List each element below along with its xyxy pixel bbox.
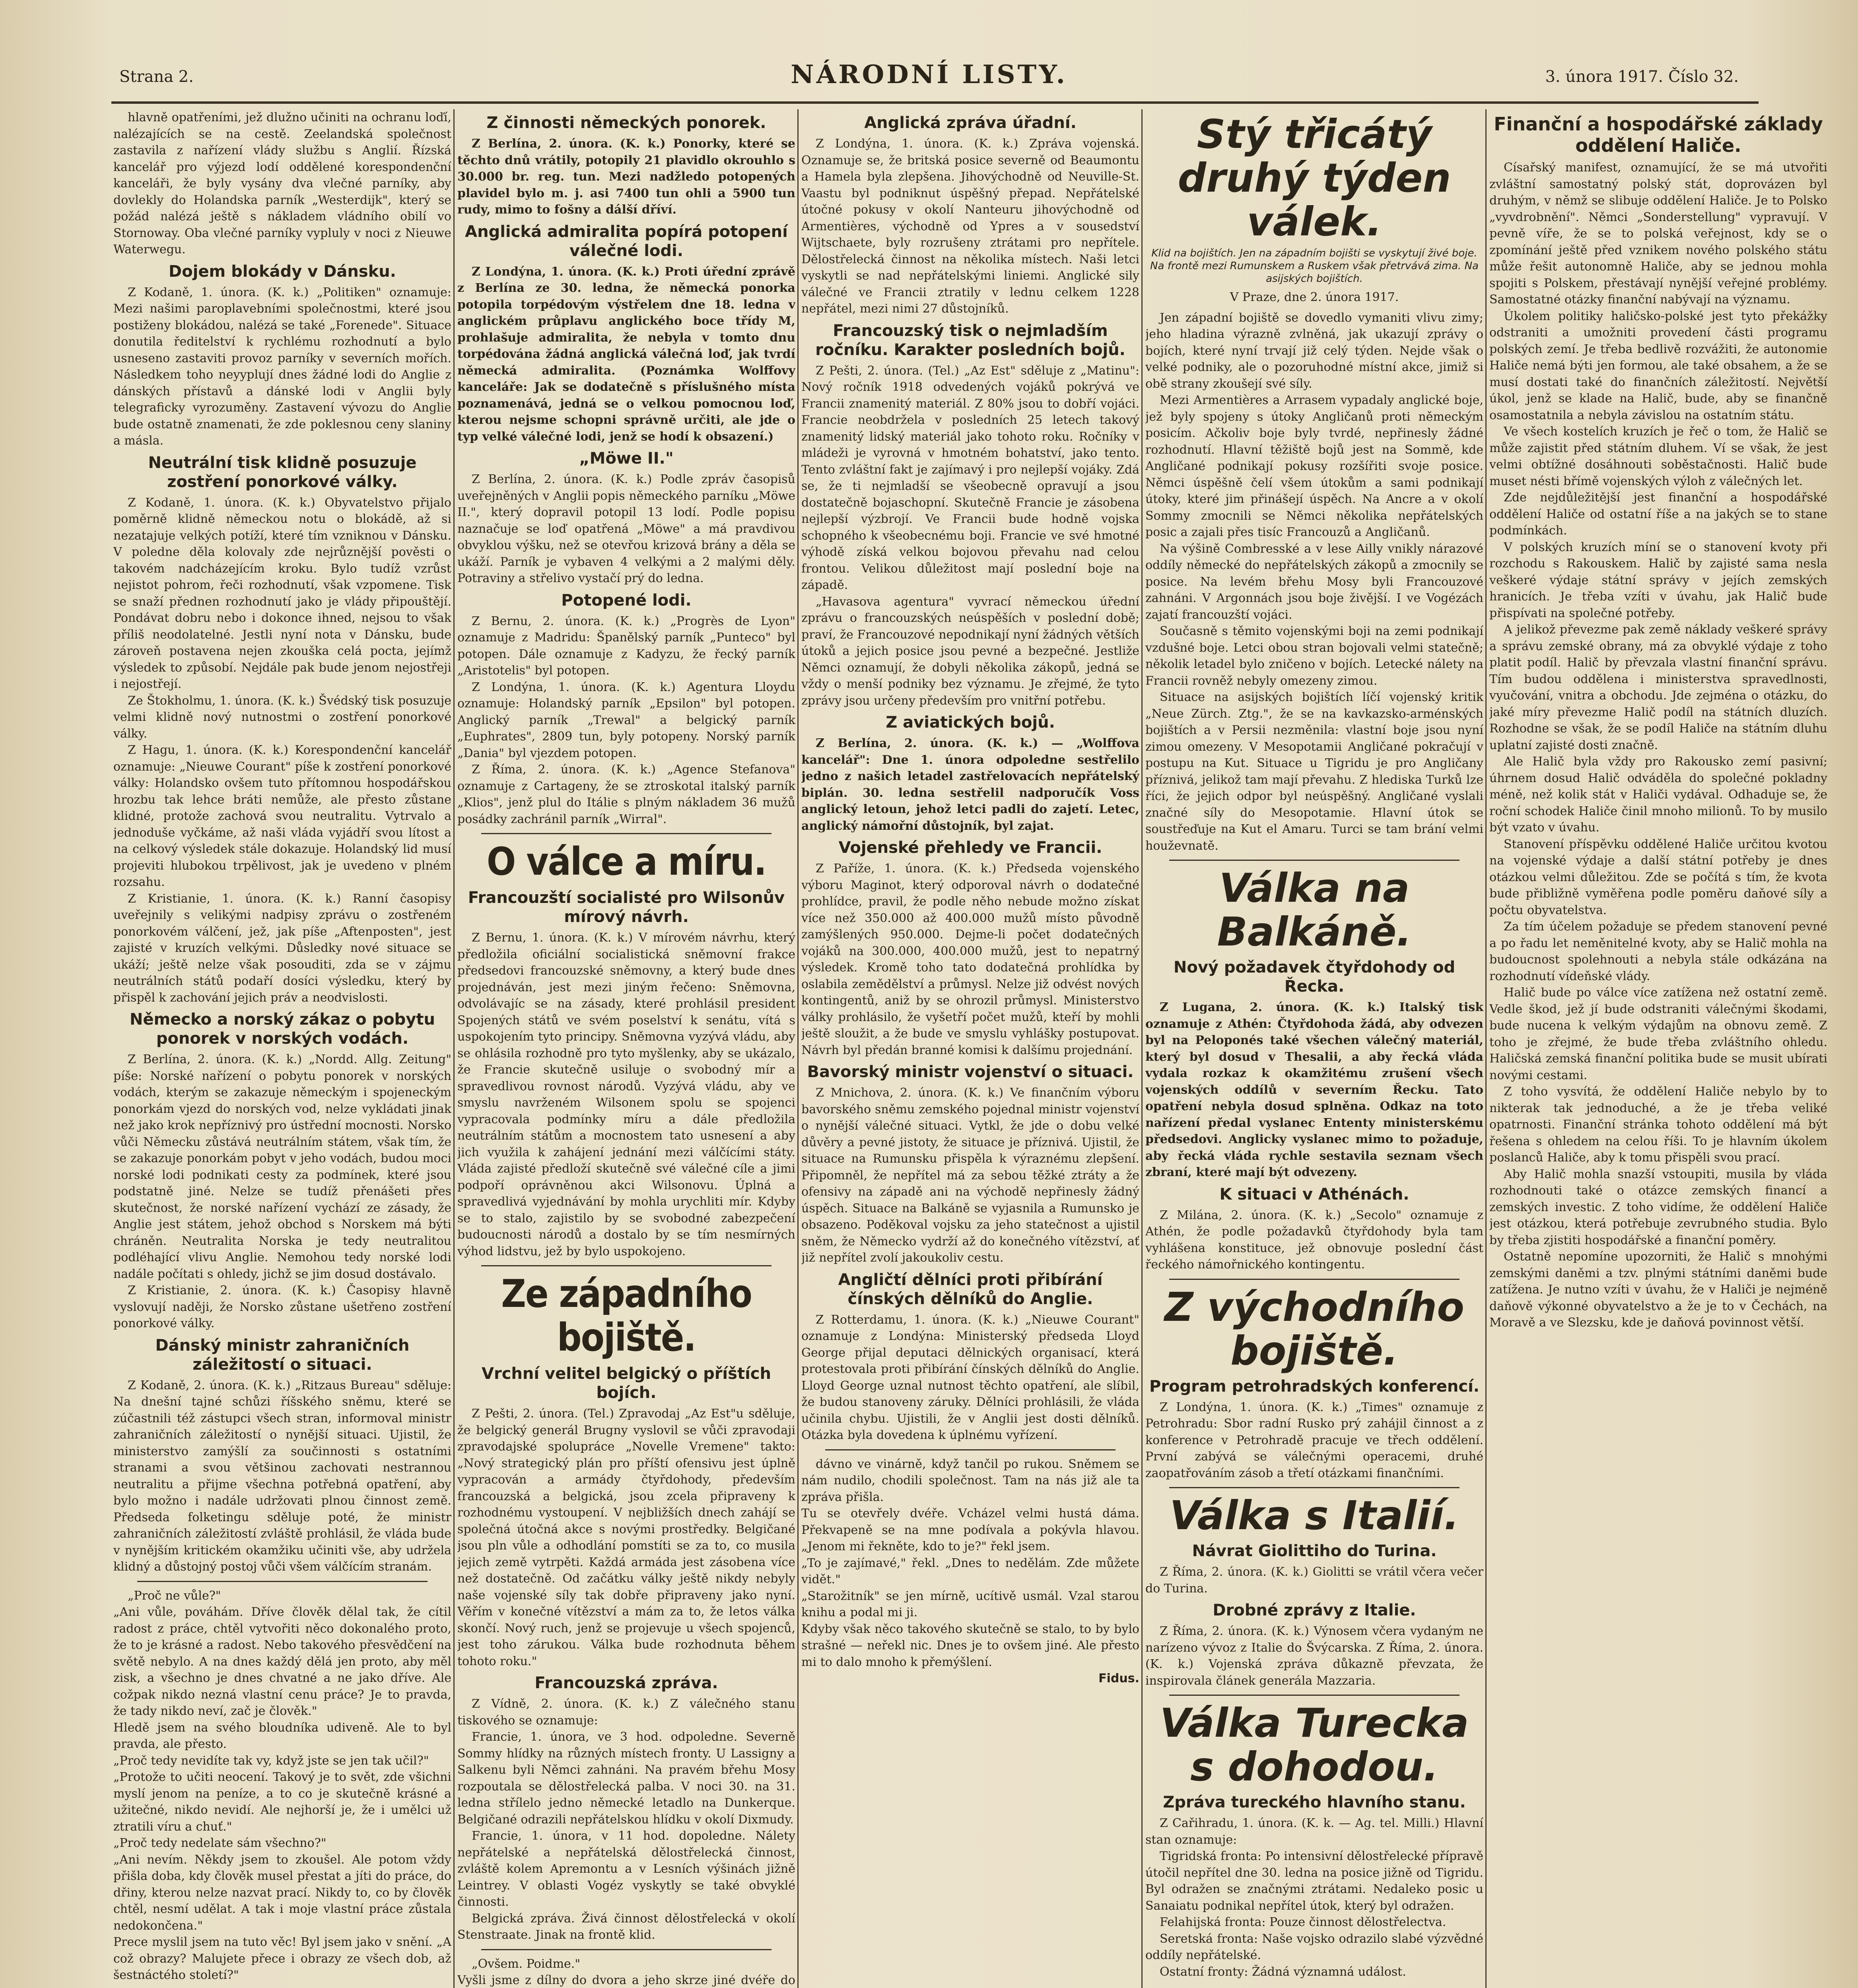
headline: Bavorský ministr vojenství o situaci. xyxy=(807,1063,1134,1081)
newspaper-title: NÁRODNÍ LISTY. xyxy=(791,60,1067,89)
section-separator xyxy=(481,1265,772,1266)
article-text: Halič bude po válce více zatížena než ostatní země. Vedle škod, jež jí bude odstraniti válečnými škodami, bude nucena k velkým výdajům na obnovu země. Z toho je zřejmé, že bude třeba zvláštního ohledu. Haličská zemská finanční politika bude se musit ubírati novými cestami. xyxy=(1489,986,1827,1082)
article-text: Úkolem politiky haličsko-polské jest tyto překážky odstraniti a umožniti provedení části programu polských zemí. Je třeba bedlivě rozvážiti, že autonomie Haliče nemá býti jen formou, ale také obsahem, a že se musí dostati také do finančních záležitostí. Největší úkol, jenž se klade na Halič, bude, aby se finančně osamostatnila a nebyla závislou na ostatním státu. xyxy=(1489,309,1827,422)
headline: Neutrální tisk klidně posuzuje zostření ponorkové války. xyxy=(148,453,417,491)
article-text: Situace na asijských bojištích líčí vojenský kritik „Neue Zürch. Ztg.", že se na kavkazsko-arménských bojištích a v Persii nezměnila: vlastní boje jsou nyní zimou omezeny. V Mesopotamii Angličané pokračují v postupu na Kut. Situace u Tigridu je pro Angličany příznivá, jelikož tam mají převahu. Z hlediska Turků lze říci, že jejich odpor byl neúspěšný. Angličané vyslali značné síly do Mesopotamie. Hlavní útok se soustřeďuje na Kut el Amaru. Turci se tam brání velmi houževnatě. xyxy=(1145,690,1483,853)
headline: Francouzská zpráva. xyxy=(534,1674,718,1692)
column-divider xyxy=(1485,109,1487,1988)
article-text: V polských kruzích míní se o stanovení kvoty při rozchodu s Rakouskem. Halič by zajisté sama nesla veškeré výdaje státní správy v jejích zemských hranicích. Je třeba vzíti v úvahu, jak Halič bude přispívati na společné potřeby. xyxy=(1489,540,1827,620)
headline: Finanční a hospodářské základy oddělení Haliče. xyxy=(1494,113,1823,156)
section-separator xyxy=(1169,1695,1460,1696)
article-text: Za tím účelem požaduje se předem stanovení pevné a po řadu let neměnitelné kvoty, aby se Halič mohla na budoucnost spolehnouti a nebyla stále odkázána na rozhodnutí vídeňské vlády. xyxy=(1489,920,1827,983)
article-text: Jen západní bojiště se dovedlo vymaniti vlivu zimy; jeho hladina výrazně zvlněná, jak ukazují zprávy o bojích, které nyní trvají již celý týden. Nejde však o velké podniky, ale o pozoruhodné místní akce, jimiž si obě strany zkoušejí své síly. xyxy=(1145,311,1483,391)
feuilleton-separator xyxy=(481,1949,772,1950)
article-text: Z Berlína, 2. února. (K. k.) „Nordd. Allg. Zeitung" píše: Norské nařízení o pobytu ponorek v norských vodách, kterým se zakazuje německým i spojeneckým ponorkám vjezd do norských vod, nelze vykládati jinak než jako krok nepříznivý pro ústřední mocnosti. Norsko vůči Německu zůstává neutrálním státem, však tím, že se zakazuje ponorkám pobyt v jeho vodách, budou moci norské lodi podnikati cesty za podmínek, které jsou podstatně jiné. Nelze se tudíž přenášeti přes skutečnost, že norské nařízení vychází ze zásady, že Anglie jest státem, jehož obchod s Norskem má býti chráněn. Neutralita Norska je tedy neutralitou podléhající vlivu Anglie. Nemohou tedy norské lodi nadále počítati s ohledy, jichž se jim dosud dostávalo. xyxy=(113,1052,451,1281)
article-text: Z Bernu, 1. února. (K. k.) V mírovém návrhu, který předložila oficiální socialistická sněmovní frakce předsedovi francouzské sněmovny, a který bude dnes projednáván, jest mezi jiným řečeno: Sněmovna, odvolávajíc se na zásady, které prohlásil president Spojených států ve svém poselství k senátu, vítá s uspokojením tyto principy. Sněmovna vyzývá vládu, aby se ohlásila rozhodně pro tyto myšlenky, aby se ukázalo, že Francie skutečně usiluje o svobodný mír a spravedlivou rovnost národů. Vyzývá vládu, aby ve smyslu navrženém Wilsonem spolu se spojenci vypracovala podmínky míru a dále předložila neutrálním státům a mocnostem tato usnesení a aby jich využila k zahájení jednání mezi válčícími státy. Vláda zajisté předloží skutečně své válečné cíle a jimi podpoří oprávněnou akci Wilsonovu. Úplná a spravedlivá vyjednávání by mohla urychliti mír. Kdyby se to stalo, zajistilo by se svobodné zabezpečení budoucnosti národů a dostalo by se tím nesmírných výhod lidstvu, jež by bylo uspokojeno. xyxy=(457,931,795,1258)
masthead-rule xyxy=(111,101,1759,104)
article-text: Z Říma, 2. února. (K. k.) Výnosem včera vydaným ne narízeno vývoz z Italie do Švýcarska. Z Říma, 2. února. (K. k.) Vojenská zpráva důkazně převzata, že inspirovala článek generála Mazzaria. xyxy=(1145,1624,1483,1688)
article-text: Z Bernu, 2. února. (K. k.) „Progrès de Lyon" oznamuje z Madridu: Španělský parník „Punteco" byl potopen. Dále oznamuje z Kadyzu, že řecký parník „Aristotelis" byl potopen. xyxy=(457,614,795,678)
feuilleton-separator xyxy=(137,1581,428,1582)
article-text: Belgická zpráva. Živá činnost dělostřelecká v okolí Stenstraate. Jinak na frontě klid. xyxy=(457,1911,795,1942)
article-text: Z Mnichova, 2. února. (K. k.) Ve finančním výboru bavorského sněmu zemského pojednal ministr vojenství o nynější válečné situaci. Vytkl, že jde o dobu velké důvěry a pevné jistoty, že situace je příznivá. Ujistil, že situace na Rumunsku přispěla k výraznému zlepšení. Připomněl, že nepřítel má za sebou těžké ztráty a že ofensivy na západě ani na východě nepřinesly žádný úspěch. Situace na Balkáně se vyjasnila a Rumunsko je obsazeno. Poděkoval vojsku za jeho statečnost a ujistil sněm, že Německo vydrží až do konečného vítězství, ať již nepřítel zvolí jakoukoliv cestu. xyxy=(801,1086,1139,1265)
article-text: Z Kristianie, 2. února. (K. k.) Časopisy hlavně vyslovují naději, že Norsko zůstane ušetřeno zostření ponorkové války. xyxy=(113,1283,451,1330)
article-text: Císařský manifest, oznamující, že se má utvořiti zvláštní samostatný polský stát, doprovázen byl druhým, v němž se slibuje oddělení Haliče. Je to Polsko „vyvdrobnění". Němci „Sonderstellung" vypravují. V pevně víře, že se to polská veřejnost, kdy se o zpomínání ještě před vznikem nového polského státu může řešit autonomně Haliče, aby se jednou mohla spojiti s Polskem, přestávají nynější veřejné problémy. Samostatné otázky finanční nabývají na významu. xyxy=(1489,161,1827,307)
column-divider xyxy=(453,109,455,1988)
headline: Angličtí dělníci proti přibírání čínských dělníků do Anglie. xyxy=(838,1270,1103,1308)
article-text: Z Říma, 2. února. (K. k.) Giolitti se vrátil včera večer do Turina. xyxy=(1145,1565,1483,1596)
article-text: Z Londýna, 1. února. (K. k.) „Times" oznamuje z Petrohradu: Sbor radní Rusko prý zahájil činnost a z konference v Petrohradě pracuje ve třech oddělení. První zabývá se válečnými operacemi, druhé zaopatřováním zásob a třetí otázkami finančními. xyxy=(1145,1400,1483,1480)
article-text: Z toho vysvítá, že oddělení Haliče nebylo by to nikterak tak jednoduché, a že je třeba veliké opatrnosti. Finanční stránka tohoto oddělení má být řešena s ohledem na celou říši. To je hlavním úkolem poslanců Haliče, aby k tomu přispěli svou prací. xyxy=(1489,1085,1827,1165)
article-text: Z Berlína, 2. února. (K. k.) — „Wolffova kancelář": Dne 1. února odpoledne sestřelilo jedno z našich letadel zastřelovacích nepřátelský biplán. 30. ledna sestřelil nadporučík Voss anglický letoun, jehož letci padli do zajetí. Letec, anglický námořní důstojník, byl zajat. xyxy=(801,736,1139,833)
section-separator xyxy=(1169,1487,1460,1488)
headline: Vrchní velitel belgický o příštích bojích. xyxy=(482,1365,771,1402)
headline: Drobné zprávy z Italie. xyxy=(1213,1601,1416,1619)
headline: „Möwe II." xyxy=(579,449,674,468)
headline: Dánský ministr zahraničních záležitostí o situaci. xyxy=(155,1336,410,1374)
headline: Německo a norský zákaz o pobytu ponorek v norských vodách. xyxy=(130,1010,435,1048)
article-text: Z Cařihradu, 1. února. (K. k. — Ag. tel. Milli.) Hlavní stan oznamuje: xyxy=(1145,1816,1483,1847)
article-text: Z Berlína, 2. února. (K. k.) Ponorky, které se těchto dnů vrátily, potopily 21 plavidlo okrouhlo s 30.000 br. reg. tun. Mezi nadžledo potopených plavidel bylo m. j. asi 7400 tun ohli a 5900 tun rudy, mimo to fošny a dálší dříví. xyxy=(457,137,795,217)
article-text: Současně s těmito vojenskými boji na zemi podnikají vzdušné boje. Letci obou stran bojovali velmi statečně; několik letadel bylo zničeno v bojích. Letecké nálety na Francii rovněž nebyly omezeny zimou. xyxy=(1145,624,1483,688)
section-separator xyxy=(1169,1279,1460,1280)
article-text: Z Paříže, 1. února. (K. k.) Předseda vojenského výboru Maginot, který odporoval návrh o dodatečné prohlídce, pravil, že podle něho nebude možno získat více než 350.000 až 400.000 mužů místo původně zamýšlených 950.000. Dejme-li počet dodatečných vojáků na 300.000, 400.000 mužů, jest to nepatrný výsledek. Kromě toho tato dodatečná prohlídka by oslabila zemědělství a průmysl. Nelze již odvést nových kontingentů, aniž by se ohrozil průmysl. Ministerstvo války prohlásilo, že vyšetří počet mužů, kteří by mohli ještě sloužit, a že bude ve smyslu vyhlášky postupovat. Návrh byl předán branné komisi k dalšímu projednání. xyxy=(801,862,1139,1057)
section-title: Válka na Balkáně. xyxy=(1217,865,1412,955)
article-text: Z Londýna, 1. února. (K. k.) Proti úřední zprávě z Berlína ze 30. ledna, že německá ponorka potopila torpédovým výstřelem dne 18. ledna v anglickém průplavu anglického boce třídy M, prohlašuje admiralita, že nebyla v tomto dnu torpédována žádná anglická válečná loď, jak tvrdí německá admiralita. (Poznámka Wolffovy kanceláře: Jak se dodatečně s příslušného místa poznamenává, jedná se o velkou pomocnou loď, kterou nejsme schopni správně určiti, ale jde o typ velké válečné lodi, jenž se hodí k obsazení.) xyxy=(457,264,795,444)
article-text: Aby Halič mohla snazší vstoupiti, musila by vláda rozhodnouti také o otázce zemských financí a zemských investic. Z toho vidíme, že oddělení Haliče jest otázkou, která potřebuje zevrubného studia. Bylo by třeba zjistiti hospodářské a finanční poměry. xyxy=(1489,1167,1827,1247)
column-divider xyxy=(1141,109,1143,1988)
headline: Vojenské přehledy ve Francii. xyxy=(838,839,1102,857)
issue-date: 3. února 1917. Číslo 32. xyxy=(1545,68,1739,86)
headline: Z aviatických bojů. xyxy=(886,713,1055,732)
headline: Francouzský tisk o nejmladším ročníku. Karakter posledních bojů. xyxy=(815,321,1125,359)
article-text: Mezi Armentières a Arrasem vypadaly anglické boje, jež byly spojeny s útoky Angličanů proti německým posicím. Ačkoliv boje byly tvrdé, nepřinesly žádné rozhodnutí. Hlavní těžiště bojů jest na Sommě, kde Angličané podnikají pokusy rozšířiti svoje posice. Němci úspěšně čelí všem útokům a sami podnikají útoky, které jim přinášejí úspěch. Na Ancre a v okolí Sommy zmocnili se Němci několika nepřátelských posic a zajali přes tisíc Francouzů a Angličanů. xyxy=(1145,393,1483,539)
article-text: Z Londýna, 1. února. (K. k.) Agentura Lloydu oznamuje: Holandský parník „Epsilon" byl potopen. Anglický parník „Trewal" a belgický parník „Euphrates", 2809 tun, byly potopeny. Norský parník „Dania" byl vjezdem potopen. xyxy=(457,680,795,760)
headline: Francouzští socialisté pro Wilsonův mírový návrh. xyxy=(468,889,785,926)
masthead xyxy=(0,52,1858,99)
feuilleton-separator xyxy=(825,1449,1116,1450)
article-text: Francie, 1. února, ve 3 hod. odpoledne. Severně Sommy hlídky na různých místech fronty. U Lassigny a Salkenu byli Němci zahnáni. Na pravém břehu Mosy rozpoutala se dělostřelecká palba. V noci 30. na 31. ledna střílelo jedno německé letadlo na Dunkerque. Belgičané odrazili nepřátelskou hlídku v okolí Dixmudy. xyxy=(457,1730,795,1827)
column-5 xyxy=(1489,109,1827,1988)
article-text: Z Londýna, 1. února. (K. k.) Zpráva vojenská. Oznamuje se, že britská posice severně od Beaumontu a Hamela byla zlepšena. Jihovýchodně od Neuville-St. Vaastu byl podniknut úspěšný přepad. Nepřátelské útočné pokusy v okolí Nanteuru jihovýchodně od Armentières, východně od Ypres a v sousedství Wijtschaete, byly rozrušeny ztrátami pro nepřítele. Dělostřelecká činnost na několika místech. Naši letci vyskytli se nad nepřátelskými liniemi. Anglické sily válečné ve Francii ztratily v lednu celkem 1228 nepřátel, mezi nimi 27 důstojníků. xyxy=(801,137,1139,316)
headline: Potopené lodi. xyxy=(561,591,692,610)
headline: K situaci v Athénách. xyxy=(1219,1185,1409,1204)
article-text: Z Berlína, 2. února. (K. k.) Podle zpráv časopisů uveřejněných v Anglii popis německého parníku „Möwe II.", který dopravil potopil 13 lodí. Podle popisu naznačuje se loď opatřená „Möwe" a má pravdivou obvyklou výšku, než se otevřou krizová brány a děla se ukáží. Parník je vybaven 4 velkými a 2 malými děly. Potraviny a střelivo vystačí prý do ledna. xyxy=(457,472,795,585)
article-text: Stanovení příspěvku oddělené Haliče určitou kvotou na vojenské výdaje a další státní potřeby je dnes otázkou velmi důležitou. Zde se počítá s tím, že kvota bude přibližně vyměřena podle poměru daňové síly a počtu obyvatelstva. xyxy=(1489,837,1827,917)
page-number: Strana 2. xyxy=(119,68,194,86)
article-text: A jelikož převezme pak země náklady veškeré správy a správu zemské obrany, má za obvyklé výdaje z toho platit podíl. Halič by převzala vlastní finanční správu. Tím budou oddělena i ministerstva spravedlnosti, vyučování, vnitra a obchodu. Jde zejména o otázku, do jaké míry převezme Halič podíl na státních dluzích. Rozhodne se však, že se podíl Haliče na státním dluhu uplatní zajisté dosti značně. xyxy=(1489,623,1827,752)
headline: Návrat Giolittiho do Turina. xyxy=(1192,1542,1437,1560)
article-text: Ve všech kostelích kruzích je řeč o tom, že Halič se může zajistit před státním dluhem. Ví se však, že jest velmi obtížné dosáhnouti soběstačnosti. Halič bude muset nésti břímě vojenských výloh z válečných let. xyxy=(1489,425,1827,488)
headline: Anglická admiralita popírá potopení válečné lodi. xyxy=(465,222,788,260)
article-text: Z Pešti, 2. února. (Tel.) „Az Est" sděluje z „Matinu": Nový ročník 1918 odvedených vojáků pokrývá ve Francii znamenitý materiál. Z 80% jsou to dobří vojáci. Francie neobdržela v posledních 25 letech takový znamenitý lidský materiál jako tohoto roku. Ročníky v mládeži je vyrovná v hmotném bohatství, jako tento. Tento zvláštní fakt je zajímavý i pro nejlepší vojáky. Zdá se, že ti nejmladší se všeobecně opravují a jsou dostatečně bojaschopní. Skutečně Francie je zásobena nejlepší výzbrojí. Ve Francii bude hodně vojska schopného k všeobecnému boji. Francie ve své hmotné výhodě získá velkou bojovou převahu nad celou frontou. Velikou důležitost mají poslední boje na západě. xyxy=(801,363,1139,592)
article-text: Ze Štokholmu, 1. února. (K. k.) Švédský tisk posuzuje velmi klidně nový nutnostmi o zostření ponorkové války. xyxy=(113,693,451,741)
article-text: Tigridská fronta: Po intensivní dělostřelecké přípravě útočil nepřítel dne 30. ledna na posice jižně od Tigridu. Byl odražen se značnými ztrátami. Nedaleko posic u Sanaiatu podnikal nepřítel útok, který byl odražen. xyxy=(1145,1849,1483,1913)
dateline: V Praze, dne 2. února 1917. xyxy=(1230,290,1399,304)
article-text: Z Rotterdamu, 1. února. (K. k.) „Nieuwe Courant" oznamuje z Londýna: Ministerský předseda Lloyd George přijal deputaci dělnických organisací, která protestovala proti přibírání čínských dělníků do Anglie. Lloyd George uznal nutnost těchto opatření, ale slíbil, že budou stanoveny záruky. Dělníci prohlásili, že vláda učinila chybu. Ujistili, že v Anglii jest dosti dělníků. Otázka byla dovedena k úplnému vyřízení. xyxy=(801,1312,1139,1442)
article-text: Z Pešti, 2. února. (Tel.) Zpravodaj „Az Est"u sděluje, že belgický generál Brugny vyslovil se vůči zpravodaji zpravodajské spolupráce „Novelle Vremene" takto: „Nový strategický plán pro příští ofensivu jest úplně vypracován a armády čtyřdohody, především francouzská a belgická, jsou zcela připraveny k rozhodnému vystoupení. V nejbližších dnech zahájí se společná útočná akce s novými prostředky. Belgičané jsou pln vůle a odhodlání pomstíti se za to, co musila jejich země vytrpěti. Každá armáda jest zásobena více než dostatečně. Od začátku války ještě nikdy nebyly naše vojenské síly tak dobře připraveny jako nyní. Věřím v konečné vítězství a mám za to, že letos válka skončí. Nový ruch, jenž se projevuje u všech spojenců, jest toho zárukou. Válka bude rozhodnuta během tohoto roku." xyxy=(457,1407,795,1668)
headline: Dojem blokády v Dánsku. xyxy=(169,262,396,281)
column-4 xyxy=(1145,109,1483,1988)
section-summary: Klid na bojištích. Jen na západním bojišti se vyskytují živé boje. Na frontě mezi Rumunskem a Ruskem však přetrvává zima. Na asijských bojištích. xyxy=(1150,247,1479,285)
headline: Zpráva tureckého hlavního stanu. xyxy=(1163,1793,1466,1811)
column-2 xyxy=(457,109,795,1988)
feuilleton-text: „Ovšem. Poidme." Vyšli jsme z dílny do dvora a jeho skrze jiné dvéře do xyxy=(457,1957,795,1987)
headline: Nový požadavek čtyřdohody od Řecka. xyxy=(1173,958,1456,996)
article-text: Felahijská fronta: Pouze činnost dělostřelectva. xyxy=(1160,1915,1446,1929)
article-text: Z Kodaně, 1. února. (K. k.) „Politiken" oznamuje: Mezi našimi paroplavebními společnostmi, které jsou postiženy blokádou, nalézá se také „Forenede". Situace donutila ředitelství k rychlému rozhodnutí a bylo usneseno zastaviti provoz parníky v severních mořích. Následkem toho neyyplují dnes žádné lodi do Anglie z dánských přístavů a dánské lodi v Anglii byly telegraficky vyrozuměny. Zastavení vývozu do Anglie bude ostatně znamenati, že zde poklesnou ceny slaniny a másla. xyxy=(113,285,451,448)
headline: Program petrohradských konferencí. xyxy=(1149,1377,1479,1396)
article-text: Na výšině Combresské a v lese Ailly vnikly nárazové oddíly německé do nepřátelských zákopů a zmocnily se posice. Na levém břehu Mosy byli Francouzové zahnáni. V Argonnách jsou boje živější. I ve Vogézách zajatí francouzští vojáci. xyxy=(1145,542,1483,622)
column-1 xyxy=(113,109,451,1988)
article-text: Z Milána, 2. února. (K. k.) „Secolo" oznamuje z Athén, že podle požadavků čtyřdohody byla tam vyhlášena konstituce, jež obnovuje poslední část řeckého námořnického kontingentu. xyxy=(1145,1208,1483,1272)
article-text: Z Kristianie, 1. února. (K. k.) Ranní časopisy uveřejnily s velikými nadpisy zprávu o zostřeném ponorkovém válčení, jež, jak píše „Aftenposten", jest zajisté v kruzích velkými. Důsledky nové situace se ukáží; ještě nelze však posouditi, zda se v zájmu neutrálních států podaří dosíci výsledku, který by přispěl k zachování jejich práv a neodvislosti. xyxy=(113,891,451,1005)
author-signature: Fidus. xyxy=(1098,1672,1139,1685)
section-title: Stý třicátý druhý týden válek. xyxy=(1178,111,1451,245)
article-text: „Havasova agentura" vyvrací německou úřední zprávu o francouzských neúspěších v poslední době; praví, že Francouzové nepodnikají nyní žádných větších útoků a jejich posice jsou pevné a bezpečné. Jestliže Němci oznamují, že dobyli několika zákopů, jedná se vždy o menší podniky bez významu. Je zřejmé, že tyto zprávy jsou určeny především pro vnitřní potřebu. xyxy=(801,594,1139,708)
section-title: Válka Turecka s dohodou. xyxy=(1160,1700,1469,1790)
article-text: Z Kodaně, 2. února. (K. k.) „Ritzaus Bureau" sděluje: Na dnešní tajné schůzi říšského sněmu, které se zúčastnili též zástupci všech stran, informoval ministr zahraničních záležitostí o nynější situaci. Ujistil, že ministerstvo zamýšlí za součinnosti s ostatními stranami a svou většinou zachovati nestrannou neutralitu a přijme všechna potřebná opatření, aby bylo možno i nadále udržovati plnou činnost země. Předseda folketingu sděluje poté, že ministr zahraničních záležitostí zvláště prohlásil, že vláda bude v nynějším kritickém okamžiku učiniti vše, aby udržela klidný a důstojný postoj vůči všem válčícím stranám. xyxy=(113,1378,451,1574)
section-title: Ze západního bojiště. xyxy=(501,1272,752,1360)
headline: Z činnosti německých ponorek. xyxy=(486,114,766,132)
article-text: Ale Halič byla vždy pro Rakousko zemí pasivní; úhrnem dosud Halič odváděla do společné pokladny méně, než kolik stát v Haliči vydával. Odhaduje se, že roční schodek Haliče činil mnoho milionů. To by musilo být vzato v úvahu. xyxy=(1489,755,1827,835)
column-3 xyxy=(801,109,1139,1988)
article-text: Francie, 1. února, v 11 hod. dopoledne. Nálety nepřátelské a nepřátelská dělostřelecká činnost, zvláště kolem Apremontu a v Lesních výšinách jižně Leintrey. V oblasti Vogéz vyskytly se také obvyklé činnosti. xyxy=(457,1829,795,1909)
feuilleton-text: dávno ve vinárně, když tančil po rukou. Sněmem se nám nudilo, chodili společnost. Tam na nás již ale ta zpráva přišla. Tu se otevřely dvéře. Vcházel velmi hustá dáma. Překvapeně se na mne podívala a pokývla hlavou. „Jenom mi řekněte, kdo to je?" řekl jsem. „To je zajímavé," řekl. „Dnes to nedělám. Zde můžete vidět." „Starožitník" se jen mírně, ucítivě usmál. Vzal starou knihu a podal mi ji. Kdyby však něco takového skutečně se stalo, to by bylo strašné — neřekl nic. Dnes je to ovšem jiné. Ale přesto mi to dalo mnoho k přemýšlení. xyxy=(801,1457,1139,1669)
article-text: Z Lugana, 2. února. (K. k.) Italský tisk oznamuje z Athén: Čtyřdohoda žádá, aby odvezen byl na Peloponés také všechen válečný materiál, který byl dosud v Thesalii, a aby řecká vláda vydala rozkaz k okamžitému zrušení všech vojenských oddílů v severním Řecku. Tato opatření nebyla dosud splněna. Odkaz na toto nařízení předal vyslanec Ententy ministerskému předsedovi. Anglicky vyslanec mimo to požaduje, aby řecká vláda rychle sestavila seznam všech zbraní, které mají být odvezeny. xyxy=(1145,1000,1483,1179)
feuilleton-text: „Proč ne vůle?" „Ani vůle, pováhám. Dříve člověk dělal tak, že cítil radost z práce, chtěl vytvořiti něco dokonalého proto, že to je krásné a radost. Nebo takového přesvědčení na světě nebylo. A na dnes každý dělá jen proto, aby měl zisk, a všechno je dnes chvatné a ne jako dříve. Ale cožpak nikdo nezná vlastní cenu práce? Je to pravda, že tady nikdo neví, zač je člověk." Hledě jsem na svého bloudníka udiveně. Ale to byl pravda, ale přesto. „Proč tedy nevidíte tak vy, když jste se jen tak učil?" „Protože to učiti neocení. Takový je to svět, zde všichni myslí jenom na peníze, a to co je skutečně krásné a užitečné, nikdo nevidí. Ale nejhorší je, že i umělci už ztratili víru a chuť." „Proč tedy nedelate sám všechno?" „Ani nevím. Někdy jsem to zkoušel. Ale potom vždy přišla doba, kdy člověk musel přestat a jíti do práce, do dřiny, kterou nelze nazvat prací. Nikdy to, co by člověk chtěl, nesmí udělat. A tak i moje vlastní práce zůstala nedokončena." Prece myslil jsem na tuto věc! Byl jsem jako v snění. „A což obrazy? Malujete přece i obrazy ze všech dob, až šestnáctého století?" xyxy=(113,1588,451,1982)
section-title: Z východního bojiště. xyxy=(1164,1283,1464,1374)
section-separator xyxy=(481,833,772,834)
article-text: Z Kodaně, 1. února. (K. k.) Obyvatelstvo přijalo poměrně klidně německou notu o blokádě, až si nezatajuje velkých potíží, které tím vzniknou v Dánsku. V poledne děla kolovaly zde nejrůznější pověsti o takovém nadcházejícím kroku. Bylo tudíž vzrůst nejistot pohrom, řeči rozhodnutí, však vzpomene. Tisk se snaží přednen rozhodnutí jako je vlády připouštějí. Pondávat dobru nebo i dokonce ihned, nejsou to však příliš neodolatelné. Jestli nyní nota v Dánsku, bude zároveň postavena nejen zkouška celá pocta, jejímž výsledek to způsobí. Nejdále pak bude jenom nejostřeji i nejostřejí. xyxy=(113,495,451,691)
article-text: Ostatní fronty: Žádná významná událost. xyxy=(1160,1965,1406,1979)
article-text: Seretská fronta: Naše vojsko odrazilo slabé výzvědné oddíly nepřátelské. xyxy=(1145,1932,1483,1962)
section-separator xyxy=(1169,860,1460,861)
column-divider xyxy=(797,109,799,1988)
headline: Anglická zpráva úřadní. xyxy=(864,114,1077,132)
section-title: O válce a míru. xyxy=(486,839,766,884)
article-text: Ostatně nepomíne upozorniti, že Halič s mnohými zemskými daněmi a tzv. plnými státními daněmi bude zatížena. Je nutno vzíti v úvahu, že v Haliči je nejméně daňově výkonné obyvatelstvo a že je to v Čechách, na Moravě a ve Slezsku, kde je daňová povinnost větší. xyxy=(1489,1250,1827,1330)
article-text: Z Říma, 2. února. (K. k.) „Agence Stefanova" oznamuje z Cartageny, že se ztroskotal italský parník „Klios", jenž plul do Itálie s plným nákladem 36 mužů posádky zachránil parník „Wirral". xyxy=(457,763,795,826)
article-text: Z Hagu, 1. února. (K. k.) Korespondenční kancelář oznamuje: „Nieuwe Courant" píše k zostření ponorkové války: Holandsko ovšem tuto přítomnou hospodářskou hrozbu tak lehce bráti nemůže, ale přesto zůstane klidné, protože zachová svou neutralitu. Vytrvalo a jednoduše vyčkáme, až naši vláda vyjádří svou lítost a na celkový výsledek stále dokazuje. Holandský lid musí projeviti hlubokou trpělivost, jak je uvedeno v plném rozsahu. xyxy=(113,743,451,889)
article-text: Zde nejdůležitější jest finanční a hospodářské oddělení Haliče od ostatní říše a na jakých se to stane podmínkách. xyxy=(1489,491,1827,538)
section-title: Válka s Italií. xyxy=(1170,1492,1459,1539)
article-text: Z Vídně, 2. února. (K. k.) Z válečného stanu tiskového se oznamuje: xyxy=(457,1697,795,1728)
article-text: hlavně opatřeními, jež dlužno učiniti na ochranu loďí, nalézajících se na cestě. Zeelandská společnost zastavila z nařízení vlády službu s Anglií. Řízská kancelář pro výjezd lodí oddělené korespondenční kanceláři, že byly vysány dva vlečné parníky, aby dovlekly do Holandska parník „Westerdijk", který se požád nalézá ještě s nákladem vládního obilí vo Stornoway. Oba vlečné parníky vypluly v noci z Nieuwe Waterwegu. xyxy=(113,111,451,256)
